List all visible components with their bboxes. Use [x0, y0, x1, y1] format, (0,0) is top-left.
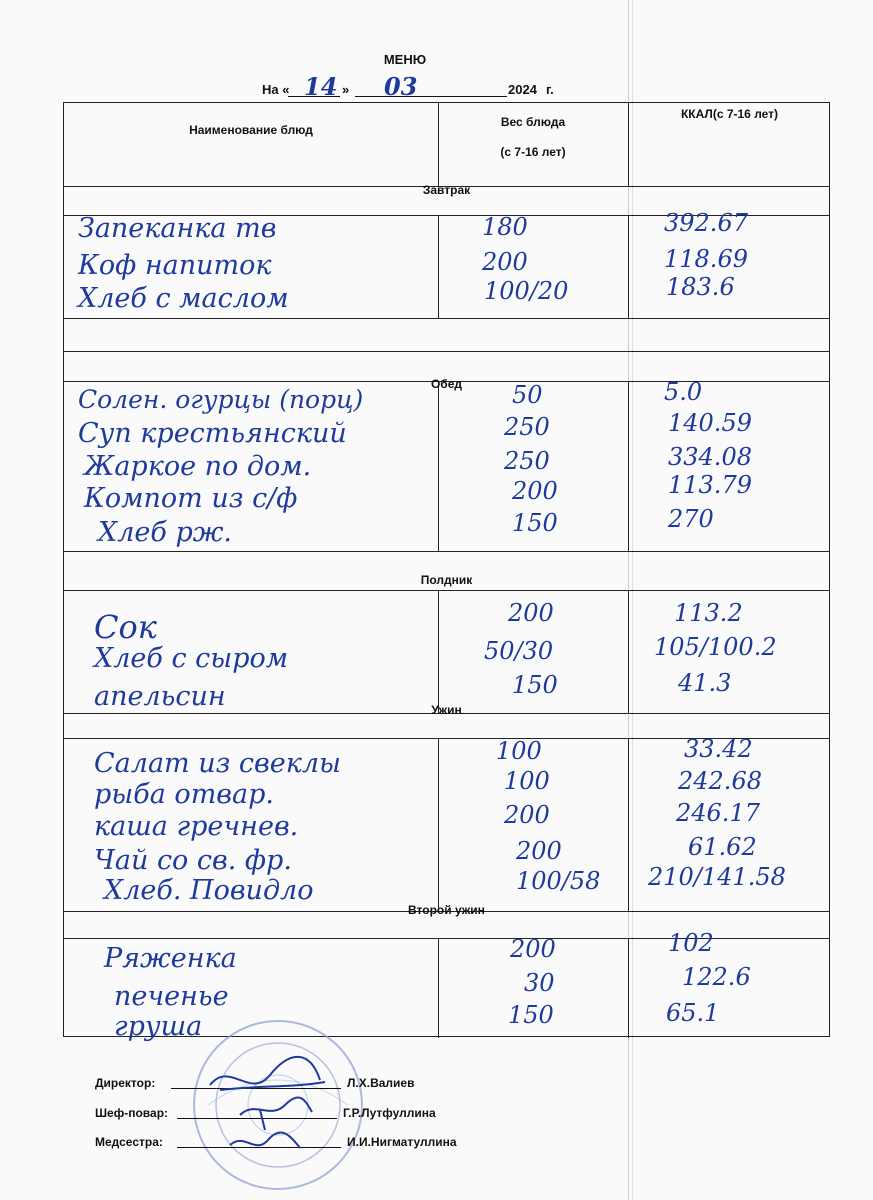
- dish-name: Сок: [94, 608, 157, 646]
- dish-name: Хлеб с сыром: [94, 643, 289, 674]
- dish-name: Запеканка тв: [78, 213, 277, 244]
- dish-name: Жаркое по дом.: [84, 451, 312, 482]
- signature-role: Директор:: [95, 1076, 156, 1090]
- dish-weight: 200: [508, 599, 554, 627]
- dish-name: Хлеб. Повидло: [104, 875, 314, 906]
- dish-kcal: 392.67: [664, 209, 748, 237]
- dish-weight: 200: [512, 477, 558, 505]
- dish-weight: 100/20: [484, 277, 569, 305]
- dish-kcal: 61.62: [688, 833, 757, 861]
- date-year: 2024: [508, 82, 537, 97]
- dish-weight: 50: [512, 381, 543, 409]
- dish-kcal: 183.6: [666, 273, 735, 301]
- dish-name: апельсин: [94, 681, 226, 712]
- date-close-quote: »: [342, 82, 350, 97]
- column-divider: [438, 738, 439, 911]
- section-title-snack: Полдник: [420, 573, 473, 587]
- dish-kcal: 334.08: [668, 443, 752, 471]
- dish-kcal: 122.6: [682, 963, 751, 991]
- section-title-dinner: Ужин: [431, 703, 462, 717]
- dish-weight: 200: [510, 935, 556, 963]
- dish-name: Хлеб с маслом: [78, 283, 289, 314]
- dish-weight: 200: [482, 248, 528, 276]
- row-divider: [64, 938, 829, 939]
- dish-kcal: 118.69: [664, 245, 748, 273]
- header-kcal: ККАЛ(с 7-16 лет): [680, 107, 779, 121]
- column-divider: [438, 215, 439, 318]
- column-divider: [438, 381, 439, 551]
- dish-kcal: 5.0: [664, 378, 703, 406]
- dish-weight: 200: [504, 801, 550, 829]
- dish-name: Чай со св. фр.: [94, 845, 292, 876]
- column-divider: [628, 590, 629, 713]
- date-line: [262, 72, 602, 101]
- dish-name: Салат из свеклы: [94, 748, 342, 779]
- dish-name: груша: [114, 1011, 203, 1042]
- column-divider: [628, 738, 629, 911]
- dish-weight: 100/58: [516, 867, 601, 895]
- dish-name: Хлеб рж.: [98, 517, 233, 548]
- dish-weight: 100: [504, 767, 550, 795]
- dish-weight: 200: [516, 837, 562, 865]
- dish-weight: 30: [524, 969, 555, 997]
- dish-name: Суп крестьянский: [78, 418, 347, 449]
- dish-name: Компот из с/ф: [84, 483, 298, 514]
- dish-kcal: 65.1: [666, 999, 720, 1027]
- header-weight: Вес блюда (с 7-16 лет): [500, 115, 566, 159]
- dish-kcal: 102: [668, 929, 714, 957]
- handwritten-signatures: [200, 1040, 340, 1170]
- date-prefix: На «: [262, 82, 290, 97]
- dish-name: каша гречнев.: [94, 811, 299, 842]
- dish-kcal: 105/100.2: [654, 633, 777, 661]
- dish-weight: 150: [512, 509, 558, 537]
- dish-kcal: 242.68: [678, 767, 762, 795]
- header-dish: Наименование блюд: [189, 123, 313, 137]
- column-divider: [628, 103, 629, 186]
- signature-name: И.И.Нигматуллина: [347, 1135, 457, 1149]
- dish-kcal: 33.42: [684, 735, 753, 763]
- dish-name: рыба отвар.: [94, 779, 274, 810]
- dish-kcal: 270: [668, 505, 714, 533]
- date-day: 14: [304, 72, 338, 101]
- dish-name: Ряженка: [104, 943, 237, 974]
- column-divider: [628, 381, 629, 551]
- document-title: МЕНЮ: [383, 52, 427, 67]
- section-title-lunch: Обед: [430, 377, 463, 391]
- dish-weight: 180: [482, 213, 528, 241]
- dish-name: печенье: [114, 981, 229, 1012]
- dish-name: Солен. огурцы (порц): [78, 385, 364, 414]
- row-divider: [64, 590, 829, 591]
- date-suffix: г.: [546, 82, 554, 97]
- column-divider: [438, 103, 439, 186]
- date-month: 03: [384, 72, 418, 101]
- dish-kcal: 140.59: [668, 409, 752, 437]
- dish-kcal: 41.3: [678, 669, 732, 697]
- dish-kcal: 246.17: [676, 799, 760, 827]
- dish-weight: 50/30: [484, 637, 554, 665]
- column-divider: [628, 215, 629, 318]
- section-title-second-dinner: Второй ужин: [408, 903, 485, 917]
- signature-role: Шеф-повар:: [95, 1106, 169, 1120]
- dish-name: Коф напиток: [78, 250, 272, 281]
- dish-kcal: 113.79: [668, 471, 752, 499]
- dish-kcal: 210/141.58: [648, 863, 786, 891]
- dish-weight: 150: [508, 1001, 554, 1029]
- dish-weight: 250: [504, 447, 550, 475]
- signature-name: Л.Х.Валиев: [347, 1076, 415, 1090]
- signature-name: Г.Р.Лутфуллина: [343, 1106, 436, 1120]
- dish-weight: 100: [496, 737, 542, 765]
- dish-weight: 150: [512, 671, 558, 699]
- section-title-breakfast: Завтрак: [422, 183, 471, 197]
- signature-role: Медсестра:: [95, 1135, 163, 1149]
- column-divider: [438, 590, 439, 713]
- dish-kcal: 113.2: [674, 599, 743, 627]
- menu-table: [63, 102, 830, 1042]
- column-divider: [438, 938, 439, 1038]
- column-divider: [628, 938, 629, 1038]
- row-divider: [64, 351, 829, 352]
- row-divider: [64, 318, 829, 319]
- row-divider: [64, 551, 829, 552]
- dish-weight: 250: [504, 413, 550, 441]
